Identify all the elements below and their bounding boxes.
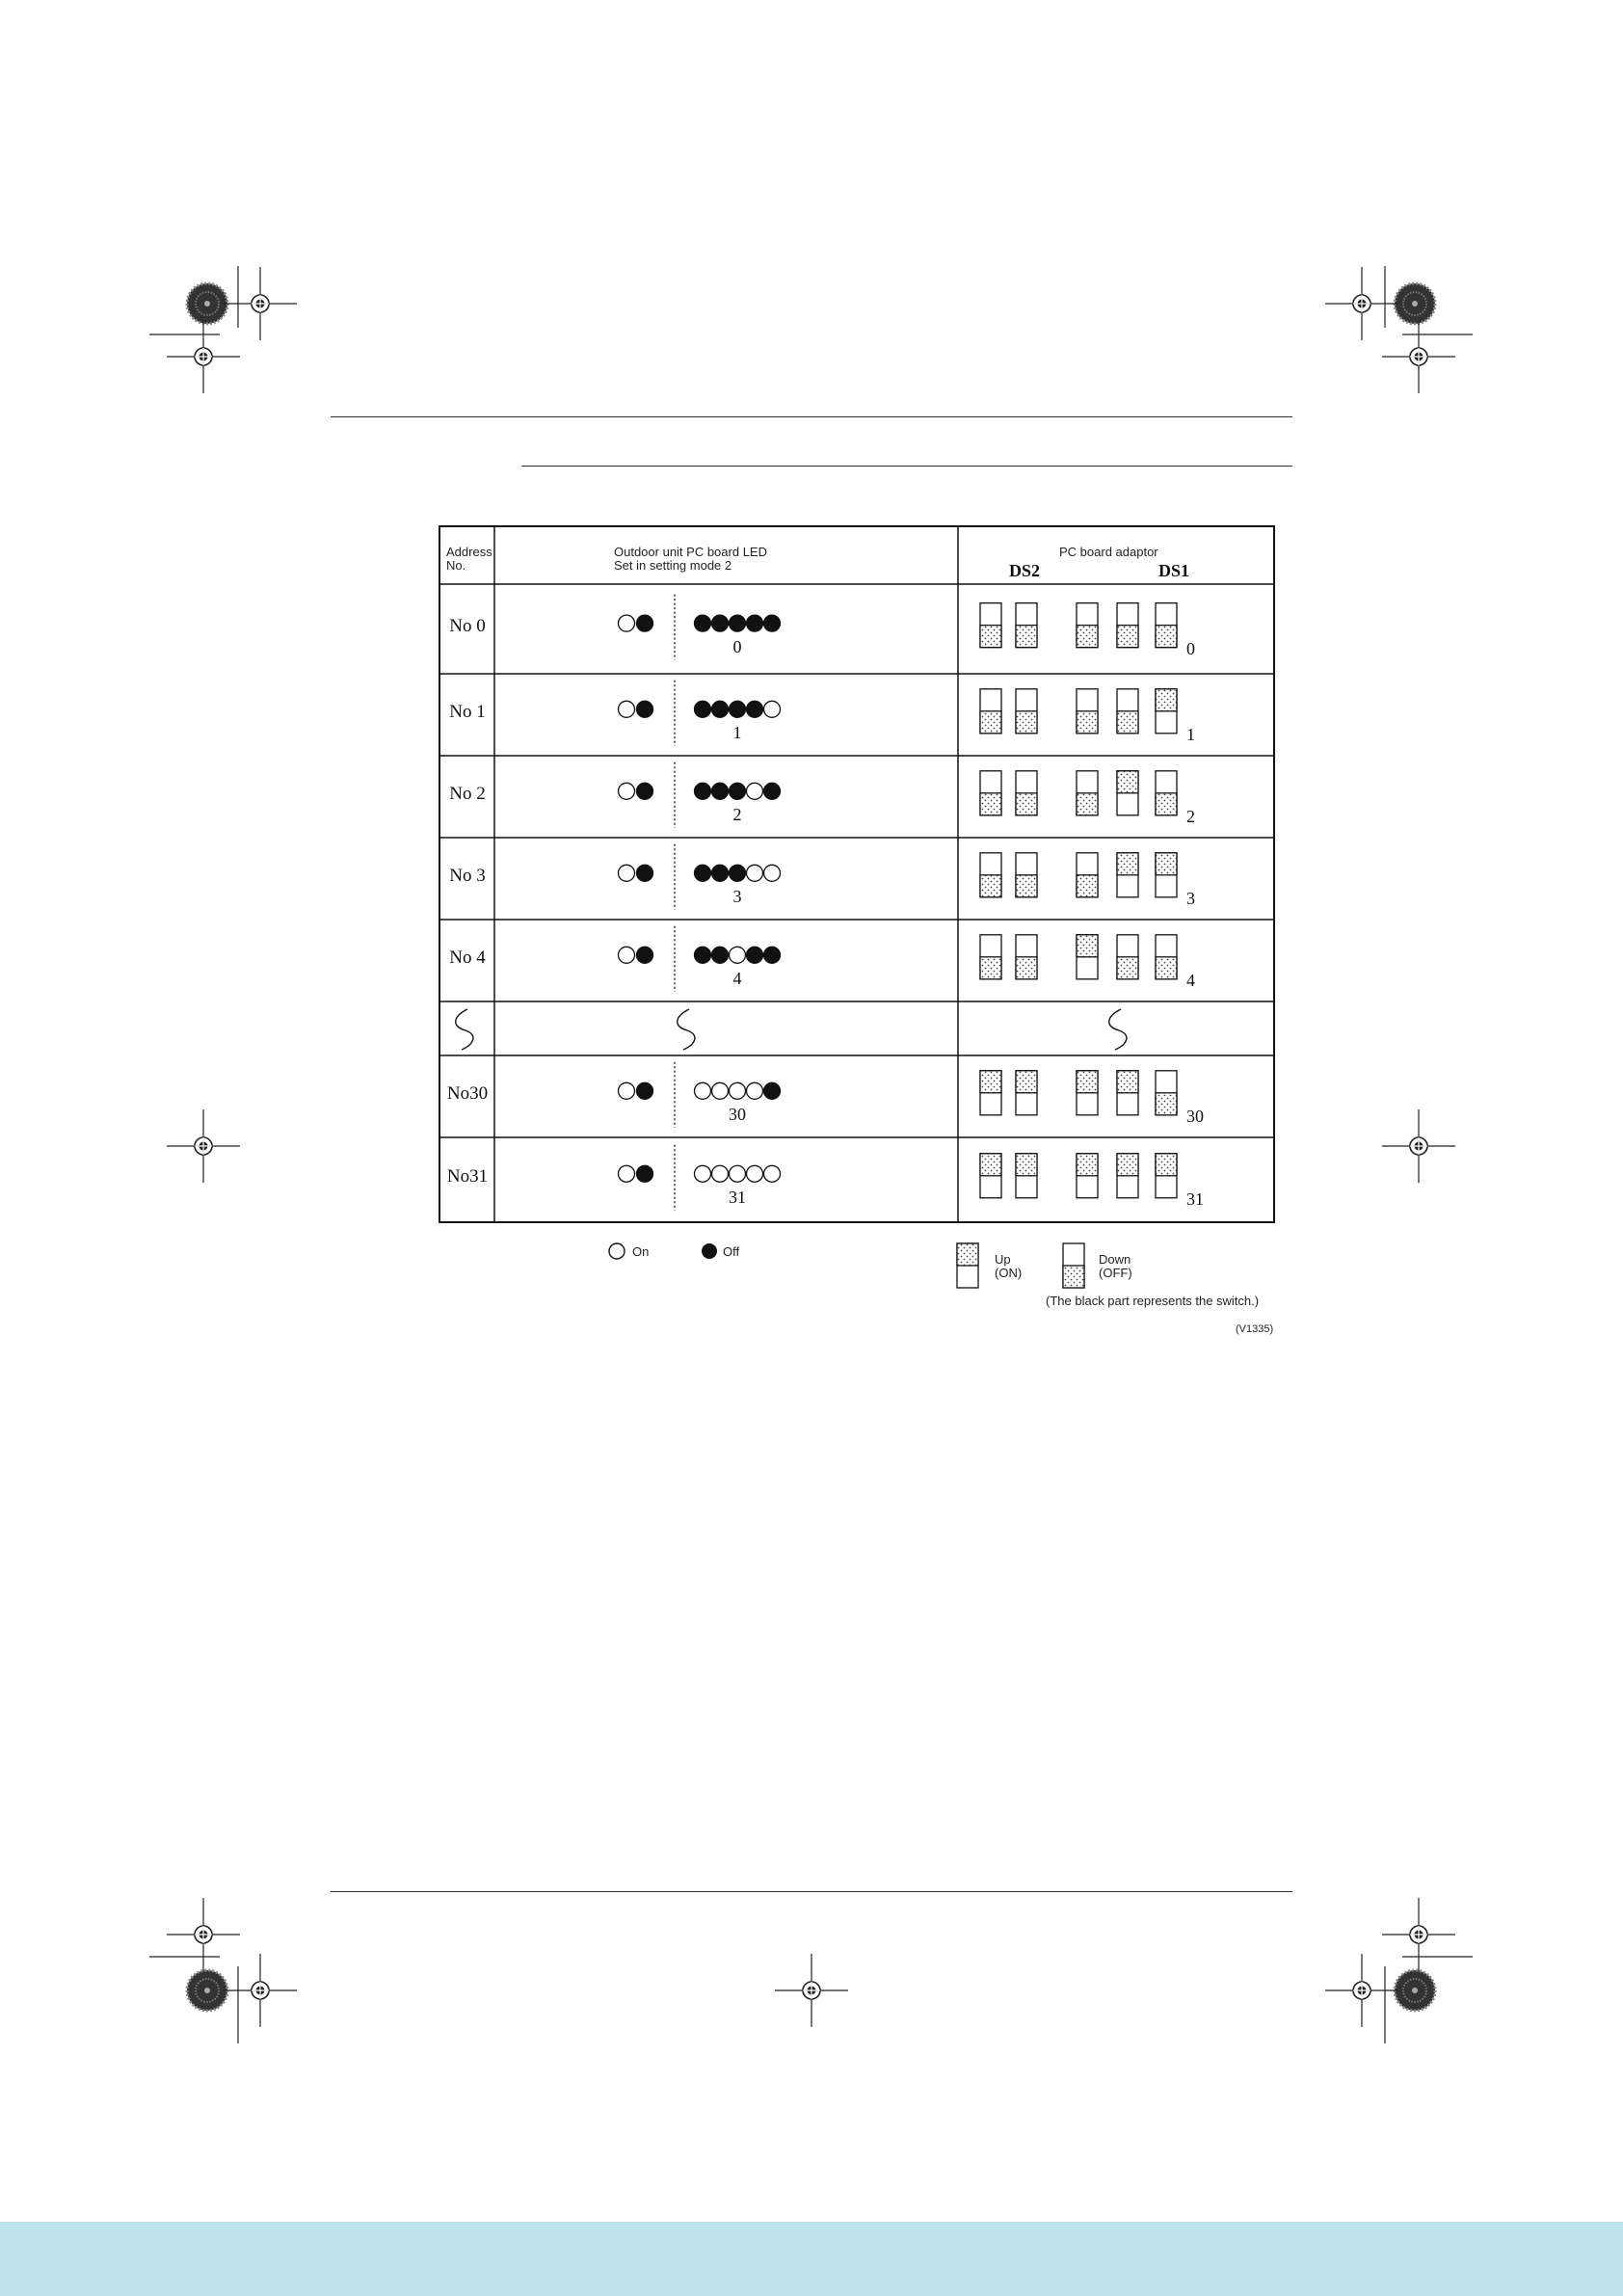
address-header-line1: Address: [446, 545, 492, 559]
led-on-icon: [619, 947, 635, 963]
dip-switch-knob: [1156, 626, 1177, 648]
switch-code-label: 2: [1186, 806, 1195, 826]
legend-on-label: On: [632, 1244, 650, 1259]
dip-switch-knob: [1016, 1071, 1037, 1093]
legend-up-line2: (ON): [995, 1266, 1023, 1280]
dip-switch-knob: [980, 1154, 1001, 1176]
legend-down-line2: (OFF): [1099, 1266, 1132, 1280]
address-label: No31: [446, 1165, 489, 1187]
led-off-icon: [695, 947, 711, 963]
led-off-icon: [695, 865, 711, 881]
switch-code-label: 0: [1186, 638, 1195, 658]
led-off-icon: [712, 947, 729, 963]
dip-switch-knob: [1016, 957, 1037, 979]
legend-up-line1: Up: [995, 1252, 1011, 1267]
led-on-icon: [747, 783, 763, 799]
led-header-line1: Outdoor unit PC board LED: [614, 545, 767, 559]
dip-switch-knob: [1077, 1154, 1098, 1176]
ds2-label: DS2: [1009, 561, 1041, 580]
led-code-label: 1: [732, 722, 742, 742]
address-label: No 3: [449, 865, 486, 886]
led-off-icon: [764, 947, 781, 963]
switch-code-label: 1: [1186, 724, 1195, 744]
led-header-line2: Set in setting mode 2: [614, 558, 732, 573]
dip-switch-knob: [1077, 1071, 1098, 1093]
led-off-icon: [637, 865, 653, 881]
led-code-label: 4: [732, 968, 742, 988]
dip-switch-knob: [1117, 1154, 1138, 1176]
dip-switch-knob: [1117, 957, 1138, 979]
led-off-icon: [637, 1082, 653, 1099]
dip-switch-group: [980, 935, 1177, 979]
led-code-label: 0: [732, 636, 742, 656]
led-header: [614, 546, 767, 573]
led-on-icon: [764, 701, 781, 717]
led-off-icon: [747, 701, 763, 717]
led-on-icon: [712, 1165, 729, 1182]
led-off-icon: [764, 615, 781, 631]
legend-note: (The black part represents the switch.): [1046, 1294, 1260, 1308]
dip-switch-knob: [1077, 793, 1098, 815]
dip-switch-group: [980, 1071, 1177, 1115]
led-on-icon: [619, 1082, 635, 1099]
legend-down-line1: Down: [1099, 1252, 1131, 1267]
dip-switch-knob: [1016, 875, 1037, 897]
address-label: No30: [446, 1082, 489, 1104]
led-on-icon: [712, 1082, 729, 1099]
led-on-icon: [619, 783, 635, 799]
break-squiggle-adaptor: [1109, 1009, 1127, 1050]
led-code-label: 2: [732, 804, 742, 824]
address-setting-table: [439, 525, 1275, 1223]
legend-off-label: Off: [723, 1244, 740, 1259]
dip-switch-knob: [980, 875, 1001, 897]
dip-switch-knob: [980, 711, 1001, 734]
led-off-icon: [637, 947, 653, 963]
break-squiggle-led: [678, 1009, 695, 1050]
led-off-icon: [730, 783, 746, 799]
led-on-icon: [619, 1165, 635, 1182]
dip-switch-knob: [1117, 771, 1138, 793]
dip-switch-knob: [1156, 957, 1177, 979]
dip-switch-group: [980, 853, 1177, 897]
address-header: [446, 546, 492, 573]
led-off-icon: [637, 1165, 653, 1182]
led-off-icon: [695, 701, 711, 717]
dip-switch-knob: [1077, 711, 1098, 734]
address-header-line2: No.: [446, 558, 466, 573]
led-on-icon: [747, 865, 763, 881]
dip-switch-knob: [980, 626, 1001, 648]
dip-switch-knob: [1117, 853, 1138, 875]
dip-switch-knob: [1156, 793, 1177, 815]
led-on-icon: [730, 1165, 746, 1182]
dip-switch-group: [980, 1154, 1177, 1198]
led-code-label: 30: [729, 1104, 746, 1124]
led-off-icon: [712, 783, 729, 799]
led-on-icon: [764, 865, 781, 881]
dip-switch-knob: [980, 957, 1001, 979]
switch-code-label: 4: [1186, 970, 1195, 990]
dip-switch-knob: [1077, 626, 1098, 648]
dip-switch-knob: [1016, 793, 1037, 815]
led-off-icon: [730, 701, 746, 717]
led-off-icon: [764, 1082, 781, 1099]
ds1-label: DS1: [1158, 561, 1190, 580]
dip-switch-knob: [1016, 1154, 1037, 1176]
dip-switch-knob: [980, 793, 1001, 815]
led-on-icon: [730, 947, 746, 963]
led-off-icon: [730, 865, 746, 881]
adaptor-header: PC board adaptor: [1059, 545, 1158, 559]
led-on-icon: [747, 1165, 763, 1182]
switch-code-label: 31: [1186, 1188, 1204, 1209]
led-off-icon: [712, 701, 729, 717]
address-label: No 0: [449, 615, 486, 636]
figure-code: (V1335): [1236, 1323, 1274, 1335]
address-label: No 4: [449, 947, 486, 968]
led-on-icon: [730, 1082, 746, 1099]
led-on-icon: [619, 865, 635, 881]
table-grid: [440, 527, 1273, 1221]
dip-switch-knob: [1016, 626, 1037, 648]
dip-switch-knob: [1156, 689, 1177, 711]
led-off-icon: [695, 615, 711, 631]
led-on-icon: [619, 615, 635, 631]
dip-switch-knob: [1156, 853, 1177, 875]
dip-switch-knob: [1156, 1154, 1177, 1176]
dip-switch-knob: [1077, 935, 1098, 957]
led-off-icon: [712, 865, 729, 881]
led-off-icon: [730, 615, 746, 631]
dip-switch-knob: [1117, 1071, 1138, 1093]
dip-switch-knob: [1077, 875, 1098, 897]
led-on-icon: [695, 1082, 711, 1099]
led-off-icon: [637, 783, 653, 799]
dip-switch-knob: [1156, 1093, 1177, 1115]
led-off-icon: [764, 783, 781, 799]
dip-switch-group: [980, 603, 1177, 648]
led-on-icon: [764, 1165, 781, 1182]
led-on-icon: [695, 1165, 711, 1182]
led-code-label: 31: [729, 1187, 746, 1207]
led-off-icon: [637, 615, 653, 631]
led-code-label: 3: [732, 886, 742, 906]
led-on-icon: [619, 701, 635, 717]
dip-switch-group: [980, 771, 1177, 815]
dip-switch-group: [980, 689, 1177, 734]
led-off-icon: [747, 947, 763, 963]
dip-switch-knob: [1117, 711, 1138, 734]
led-on-icon: [747, 1082, 763, 1099]
address-label: No 2: [449, 783, 486, 804]
address-label: No 1: [449, 701, 486, 722]
dip-switch-knob: [1117, 626, 1138, 648]
led-off-icon: [747, 615, 763, 631]
led-off-icon: [637, 701, 653, 717]
legend-up-label: [995, 1253, 1022, 1280]
led-off-icon: [712, 615, 729, 631]
dip-switch-knob: [1016, 711, 1037, 734]
led-off-icon: [695, 783, 711, 799]
dip-switch-knob: [980, 1071, 1001, 1093]
switch-code-label: 3: [1186, 888, 1195, 908]
switch-code-label: 30: [1186, 1106, 1204, 1126]
break-squiggle-address: [456, 1009, 473, 1050]
legend-down-label: [1099, 1253, 1132, 1280]
